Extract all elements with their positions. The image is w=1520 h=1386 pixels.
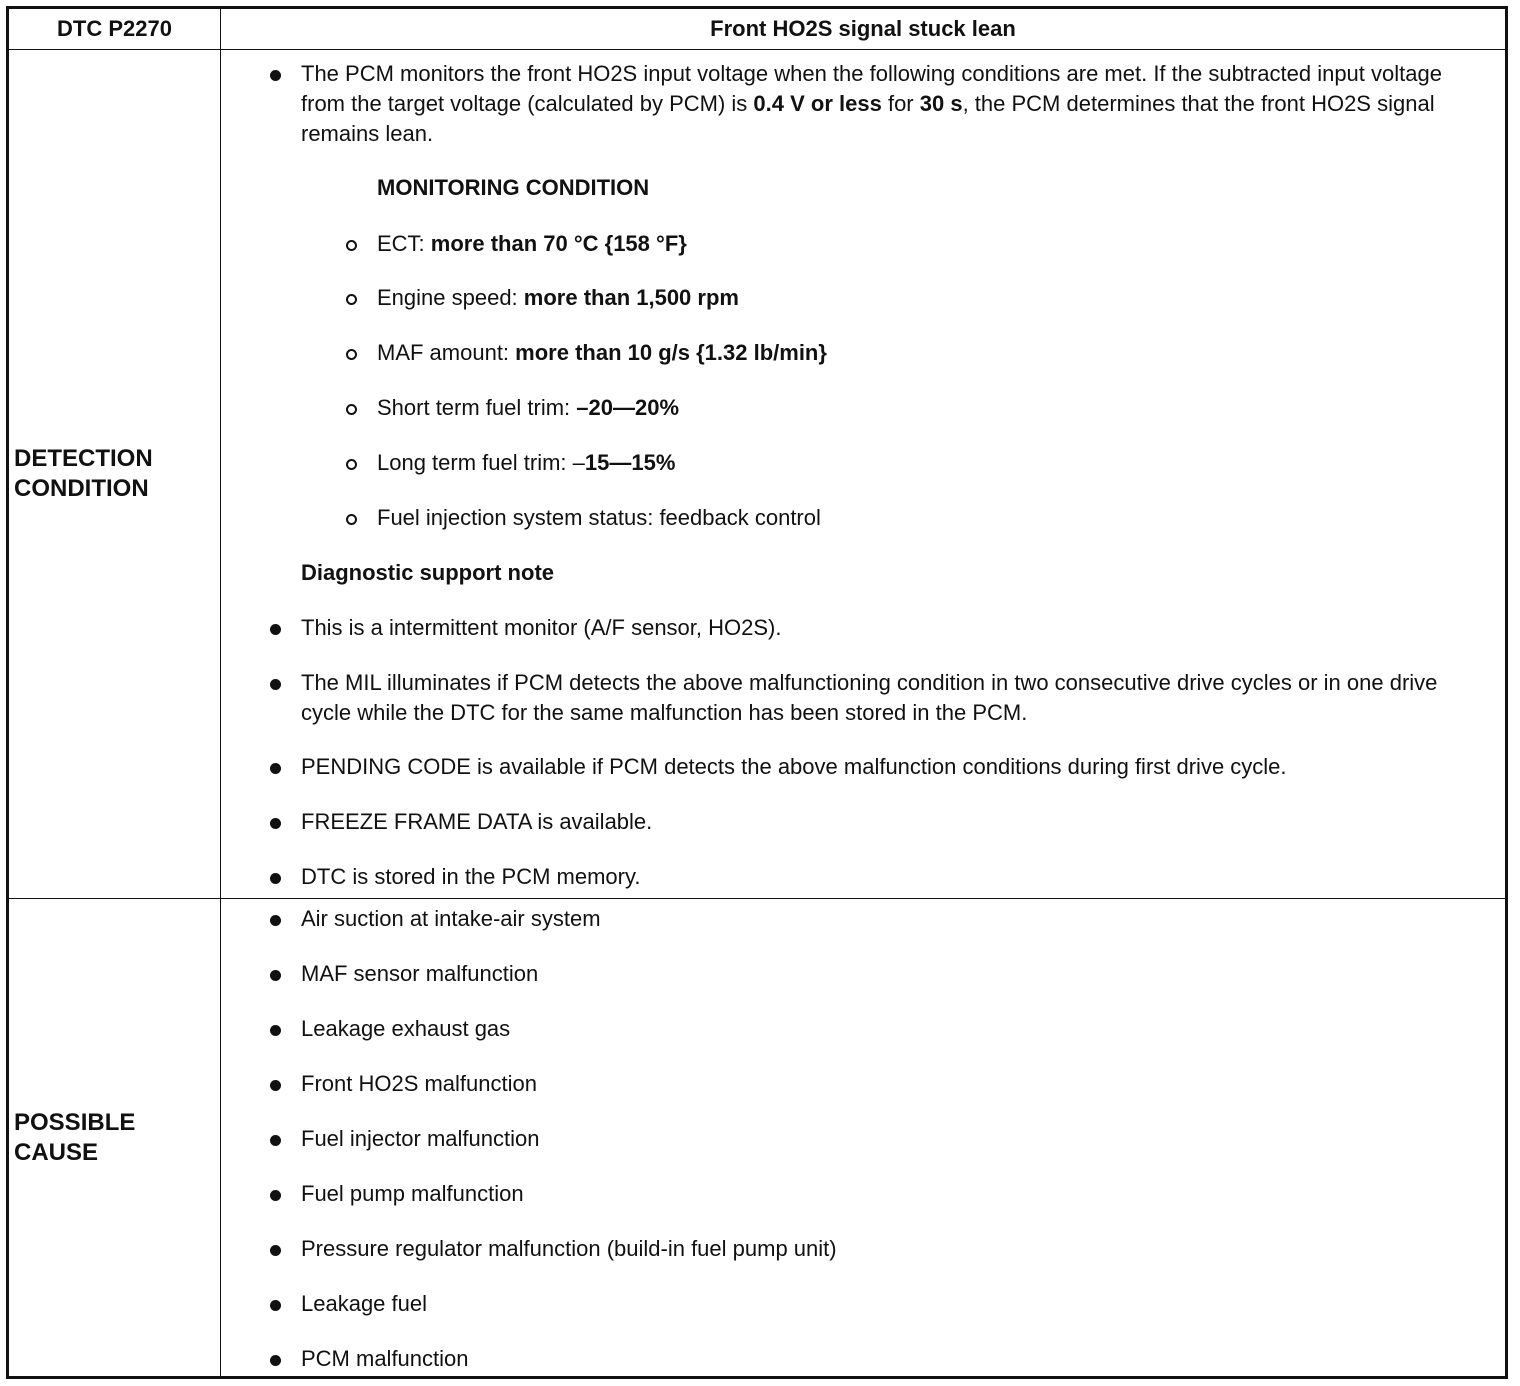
cause-content-cell xyxy=(221,899,1507,1378)
intro-text-1: The PCM monitors the front HO2S input voltage when the following conditions are met. If the subtracted input voltage from the target voltage (calculated by PCM) is xyxy=(301,61,1442,116)
dtc-code-cell: DTC P2270 xyxy=(8,8,221,50)
diagnostic-note-heading: Diagnostic support note xyxy=(301,560,554,585)
condition-item xyxy=(221,503,1505,533)
detection-content-cell xyxy=(221,50,1507,899)
detection-label-line2: CONDITION xyxy=(14,475,149,502)
cause-label-line2: CAUSE xyxy=(14,1138,99,1166)
intro-text-2: for xyxy=(881,91,920,116)
detection-row xyxy=(8,50,1507,899)
condition-label: ECT: xyxy=(377,231,431,256)
cause-item: Leakage exhaust gas xyxy=(221,1014,1505,1044)
cause-item: Leakage fuel xyxy=(221,1289,1505,1319)
condition-item xyxy=(221,283,1505,313)
condition-label: Short term fuel trim: xyxy=(377,395,577,420)
condition-value: more than 1,500 rpm xyxy=(523,285,739,310)
cause-label-line1: POSSIBLE xyxy=(14,1108,136,1136)
dtc-table xyxy=(6,6,1508,1379)
note-item: FREEZE FRAME DATA is available. xyxy=(221,807,1505,837)
condition-value: more than 70 °C {158 °F} xyxy=(430,231,687,256)
condition-value: 15—15% xyxy=(584,450,676,475)
cause-item: Fuel pump malfunction xyxy=(221,1179,1505,1209)
condition-label: Engine speed: xyxy=(377,285,524,310)
note-item: PENDING CODE is available if PCM detects the above malfunction conditions during first drive cycle. xyxy=(221,752,1505,782)
detection-label-cell xyxy=(8,50,221,899)
dtc-title-cell: Front HO2S signal stuck lean xyxy=(221,8,1507,50)
cause-item: Air suction at intake-air system xyxy=(221,904,1505,934)
cause-content xyxy=(221,904,1505,1374)
cause-item: PCM malfunction xyxy=(221,1344,1505,1374)
condition-item xyxy=(221,393,1505,423)
condition-value: –20—20% xyxy=(576,395,680,420)
cause-item: Fuel injector malfunction xyxy=(221,1124,1505,1154)
detection-content xyxy=(221,59,1505,892)
intro-threshold-time: 30 s xyxy=(919,91,963,116)
note-item: This is a intermittent monitor (A/F sensor, HO2S). xyxy=(221,613,1505,643)
condition-label: MAF amount: xyxy=(377,340,516,365)
condition-value: more than 10 g/s {1.32 lb/min} xyxy=(515,340,827,365)
intro-text-3: , the PCM determines that the front HO2S signal remains lean. xyxy=(301,91,1435,146)
condition-label: Fuel injection system status: feedback control xyxy=(377,505,821,530)
detection-intro-item xyxy=(221,59,1505,149)
condition-label: Long term fuel trim: – xyxy=(377,450,585,475)
condition-item xyxy=(221,229,1505,259)
possible-cause-row xyxy=(8,899,1507,1378)
note-item: DTC is stored in the PCM memory. xyxy=(221,862,1505,892)
cause-item: MAF sensor malfunction xyxy=(221,959,1505,989)
condition-item xyxy=(221,448,1505,478)
cause-item: Front HO2S malfunction xyxy=(221,1069,1505,1099)
header-row xyxy=(8,8,1507,50)
cause-label-cell xyxy=(8,899,221,1378)
cause-item: Pressure regulator malfunction (build-in fuel pump unit) xyxy=(221,1234,1505,1264)
intro-threshold-voltage: 0.4 V or less xyxy=(753,91,882,116)
condition-item xyxy=(221,338,1505,368)
monitoring-condition-heading: MONITORING CONDITION xyxy=(377,175,650,200)
detection-label-line1: DETECTION xyxy=(14,445,153,472)
note-item: The MIL illuminates if PCM detects the above malfunctioning condition in two consecutive drive cycles or in one drive cycle while the DTC for the same malfunction has been stored in the PCM. xyxy=(221,668,1505,728)
